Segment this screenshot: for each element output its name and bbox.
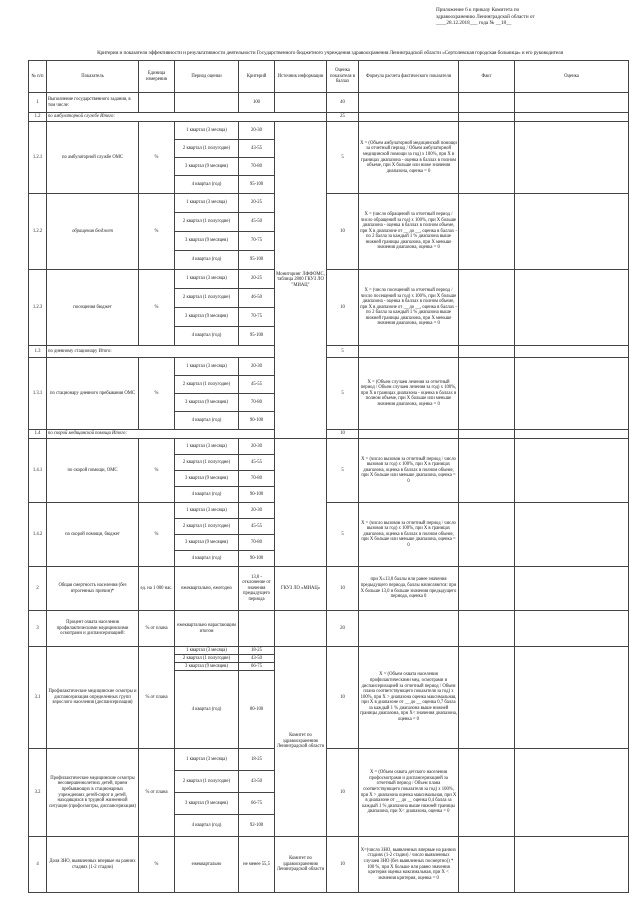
criterion: 70-80 bbox=[239, 471, 275, 487]
row-number: 1.2.2 bbox=[29, 194, 47, 270]
period: 3 квартал (9 месяцев) bbox=[175, 232, 239, 251]
criterion: 18-25 bbox=[239, 647, 275, 655]
cell bbox=[515, 113, 629, 122]
score: 40 bbox=[327, 93, 359, 113]
formula: Х = (Объем охвата детского населения профосмотрами и диспансеризацией за отчетный период / Объем плана соответствующего показателя за год) х 100%, при Х > диапазона оценка максимальная, при Х в диапазоне от __ до __ оценка 0,4 балла за каждый 1 % диапазона выше нижней границы диапазона, при Х< диапазона, оценка = 0 bbox=[359, 749, 459, 837]
period: 4 квартал (год) bbox=[175, 815, 239, 837]
column-header: Период оценки bbox=[175, 61, 239, 93]
period: 1 квартал (3 месяца) bbox=[175, 647, 239, 655]
cell bbox=[515, 93, 629, 113]
unit: % от плана bbox=[139, 647, 175, 749]
fact-cell bbox=[459, 358, 515, 430]
column-header: Факт bbox=[459, 61, 515, 93]
indicator-name: по амбулаторной службе Итого: bbox=[47, 113, 327, 122]
score: 10 bbox=[327, 567, 359, 611]
period: 1 квартал (3 месяца) bbox=[175, 194, 239, 213]
period: ежеквартально, ежегодно bbox=[175, 567, 239, 611]
row-number: 1 bbox=[29, 93, 47, 113]
indicator-name: Профилактические медицинские осмотры несовершеннолетних детей, прием пребывающих в стационарных учреждениях детей-сирот и детей, находящихся в трудной жизненной ситуации (профосмотры, диспансеризация) bbox=[47, 749, 139, 837]
unit: % bbox=[139, 503, 175, 567]
criterion: 46-50 bbox=[239, 289, 275, 308]
column-header: Источник информации bbox=[275, 61, 327, 93]
period: 3 квартал (9 месяцев) bbox=[175, 394, 239, 412]
fact-cell bbox=[459, 647, 515, 749]
row-number: 1.3 bbox=[29, 346, 47, 358]
fact-cell bbox=[459, 122, 515, 194]
period: 1 квартал (3 месяца) bbox=[175, 439, 239, 455]
column-header: Оценка bbox=[515, 61, 629, 93]
cell bbox=[459, 430, 515, 439]
unit: % bbox=[139, 837, 175, 893]
header-line: Приложение 6 к приказу Комитета по bbox=[436, 7, 520, 13]
score: 5 bbox=[327, 439, 359, 503]
table-row bbox=[29, 113, 629, 122]
criterion: 43-50 bbox=[239, 771, 275, 793]
row-number: 3.2 bbox=[29, 749, 47, 837]
document-title: Критерии и показатели эффективности и результативности деятельности Государственного бюджетного учреждения здравоохранения Ленинградской области «Сертолевская городская больница» и его руководителя bbox=[97, 50, 563, 56]
score: 10 bbox=[327, 749, 359, 837]
period: 2 квартал (1 полугодие) bbox=[175, 376, 239, 394]
criteria-table bbox=[28, 60, 629, 893]
period: 4 квартал (год) bbox=[175, 251, 239, 270]
table-row bbox=[29, 430, 629, 439]
period: 1 квартал (3 месяца) bbox=[175, 749, 239, 771]
formula: при Х≤13,0 баллы или ранее значения предыдущего периода, баллы начисляются: при Х больше 13,0 и больше значения предыдущего периода, оценка 0 bbox=[359, 567, 459, 611]
table-row bbox=[29, 567, 629, 611]
unit: % от плана bbox=[139, 611, 175, 647]
column-header: Оценка показателя в баллах bbox=[327, 61, 359, 93]
cell bbox=[459, 113, 515, 122]
unit: % bbox=[139, 439, 175, 503]
criterion: 90-100 bbox=[239, 551, 275, 567]
table-row bbox=[29, 837, 629, 893]
formula: Х = (Объем случаев лечения за отчетный период / Объем случаев лечения за год) х 100%, при Х в границах диапазона - оценка в баллах в полном объеме, при Х больше или меньше значения диапазона, оценка = 0 bbox=[359, 358, 459, 430]
unit: % от плана bbox=[139, 749, 175, 837]
criterion: 20-30 bbox=[239, 122, 275, 140]
cell bbox=[359, 346, 459, 358]
indicator-name: по амбулаторной службе ОМС bbox=[47, 122, 139, 194]
unit: ед. на 1 000 нас. bbox=[139, 567, 175, 611]
criterion: 70-80 bbox=[239, 158, 275, 176]
unit: % bbox=[139, 358, 175, 430]
evaluation-cell bbox=[515, 503, 629, 567]
source: Мониторинг ЛФФОМС, таблица 2800 ГКУЗ ЛО "МИАЦ" bbox=[275, 122, 327, 439]
formula: Х = (число вызовов за отчетный период / число вызовов за год) х 100%, при Х в границах диапазона, оценка в баллах в полном объеме, при Х больше или меньше диапазона, оценка = 0 bbox=[359, 439, 459, 503]
period: 1 квартал (3 месяца) bbox=[175, 270, 239, 289]
formula: Х = (число вызовов за отчетный период / число вызовов за год) х 100%, при Х в границах диапазона, оценка в баллах в полном объеме, при Х больше или меньше диапазона, оценка = 0 bbox=[359, 503, 459, 567]
criterion: 20-30 bbox=[239, 439, 275, 455]
indicator-name: Профилактические медицинские осмотры и диспансеризация определенных групп взрослого населения (диспансеризация) bbox=[47, 647, 139, 749]
criterion: 45-55 bbox=[239, 455, 275, 471]
score: 10 bbox=[327, 647, 359, 749]
score: 5 bbox=[327, 346, 359, 358]
criterion: 18-25 bbox=[239, 749, 275, 771]
period: 2 квартал (1 полугодие) bbox=[175, 771, 239, 793]
unit: % bbox=[139, 122, 175, 194]
period: 3 квартал (9 месяцев) bbox=[175, 793, 239, 815]
cell bbox=[359, 611, 459, 647]
period: 4 квартал (год) bbox=[175, 551, 239, 567]
formula: Х=(число ЗНО, выявленных впервые на ранних стадиях (1-2 стадии) / число выявленных случаев ЗНО (без выявленных посмертно)) * 100 %, при Х больше или равно значения критерия оценка максимальная, при Х < значения критерия, оценка = 0 bbox=[359, 837, 459, 893]
score: 10 bbox=[327, 270, 359, 346]
period: 2 квартал (1 полугодие) bbox=[175, 455, 239, 471]
row-number: 2 bbox=[29, 567, 47, 611]
cell bbox=[359, 113, 459, 122]
evaluation-cell bbox=[515, 837, 629, 893]
period: 4 квартал (год) bbox=[175, 327, 239, 346]
indicator-name: посещения бюджет bbox=[47, 270, 139, 346]
indicator-name: обращения бюджет bbox=[47, 194, 139, 270]
criterion: 45-55 bbox=[239, 376, 275, 394]
period: 4 квартал (год) bbox=[175, 412, 239, 430]
fact-cell bbox=[459, 837, 515, 893]
criterion: 43-55 bbox=[239, 140, 275, 158]
column-header: Критерий bbox=[239, 61, 275, 93]
table-row bbox=[29, 647, 629, 655]
column-header: Показатель bbox=[47, 61, 139, 93]
unit: % bbox=[139, 270, 175, 346]
row-number: 1.3.1 bbox=[29, 358, 47, 430]
score: 5 bbox=[327, 358, 359, 430]
unit: % bbox=[139, 194, 175, 270]
criterion: 66-75 bbox=[239, 793, 275, 815]
table-row bbox=[29, 611, 629, 647]
criterion: 45-50 bbox=[239, 213, 275, 232]
period: ежеквартально bbox=[175, 837, 239, 893]
score: 5 bbox=[327, 122, 359, 194]
approval-header bbox=[436, 7, 606, 27]
source: ГКУЗ ЛО «МИАЦ» bbox=[275, 567, 327, 611]
header-line: ____28.12.2018___ года № __18__ bbox=[436, 20, 512, 27]
table-row bbox=[29, 439, 629, 455]
row-number: 1.2 bbox=[29, 113, 47, 122]
period: 3 квартал (9 месяцев) bbox=[175, 308, 239, 327]
criterion: 70-80 bbox=[239, 535, 275, 551]
row-number: 1.4 bbox=[29, 430, 47, 439]
evaluation-cell bbox=[515, 439, 629, 503]
source: Комитет по здравоохранению Ленинградской области bbox=[275, 837, 327, 893]
period: 2 квартал (1 полугодие) bbox=[175, 289, 239, 308]
criterion: 70-75 bbox=[239, 232, 275, 251]
period: 1 квартал (3 месяца) bbox=[175, 122, 239, 140]
criterion: 20-25 bbox=[239, 270, 275, 289]
score: 20 bbox=[327, 611, 359, 647]
criterion: 95-100 bbox=[239, 251, 275, 270]
period: 3 квартал (9 месяцев) bbox=[175, 535, 239, 551]
period: 3 квартал (9 месяцев) bbox=[175, 471, 239, 487]
period: 4 квартал (год) bbox=[175, 176, 239, 194]
period: 4 квартал (год) bbox=[175, 671, 239, 749]
row-number: 1.2.1 bbox=[29, 122, 47, 194]
row-number: 1.4.1 bbox=[29, 439, 47, 503]
table-row bbox=[29, 93, 629, 113]
column-header: № п/п bbox=[29, 61, 47, 93]
criterion: 95-100 bbox=[239, 176, 275, 194]
indicator-name: Доля ЗНО, выявленных впервые на ранних стадиях (1-2 стадии) bbox=[47, 837, 139, 893]
period: 3 квартал (9 месяцев) bbox=[175, 663, 239, 671]
cell bbox=[275, 439, 327, 567]
criterion: 80-100 bbox=[239, 671, 275, 749]
row-number: 3.1 bbox=[29, 647, 47, 749]
indicator-name: по дневному стационару Итого: bbox=[47, 346, 275, 358]
fact-cell bbox=[459, 270, 515, 346]
evaluation-cell bbox=[515, 749, 629, 837]
cell bbox=[275, 611, 327, 647]
indicator-name: Общая смертность населения (без ятрогенных причин)* bbox=[47, 567, 139, 611]
criterion: 20-30 bbox=[239, 503, 275, 519]
formula: Х = (число посещений за отчетный период / число посещений за год) х 100%, при Х больше диапазона - оценка в баллах в полном объеме, при Х в диапазоне от __ до __, оценка в баллах - по 2 балла за каждый 1 % диапазона выше нижней границы диапазона, при Х меньше значения диапазона, оценка = 0 bbox=[359, 270, 459, 346]
table-row bbox=[29, 503, 629, 519]
fact-cell bbox=[459, 194, 515, 270]
formula: Х = (число обращений за отчетный период / число обращений за год) х 100%, при Х больше диапазона - оценка в баллах в полном объеме, при Х в диапазоне от __ до __, оценка в баллах - по 2 балла за каждый 1 % диапазона выше нижней границы диапазона, при Х меньше значения диапазона, оценка = 0 bbox=[359, 194, 459, 270]
column-header: Единица измерения bbox=[139, 61, 175, 93]
cell bbox=[515, 611, 629, 647]
period: 2 квартал (1 полугодие) bbox=[175, 519, 239, 535]
cell bbox=[459, 611, 515, 647]
cell bbox=[239, 611, 275, 647]
period: 4 квартал (год) bbox=[175, 487, 239, 503]
criterion: 92-100 bbox=[239, 815, 275, 837]
period: 2 квартал (1 полугодие) bbox=[175, 213, 239, 232]
period: 2 квартал (1 полугодие) bbox=[175, 655, 239, 663]
table-row bbox=[29, 270, 629, 289]
criterion: 100 bbox=[239, 93, 275, 113]
evaluation-cell bbox=[515, 358, 629, 430]
criterion: 20-25 bbox=[239, 194, 275, 213]
indicator-name: по скорой помощи, бюджет bbox=[47, 503, 139, 567]
row-number: 3 bbox=[29, 611, 47, 647]
formula: Х = (Объем амбулаторной медицинской помощи за отчетный период / Объем амбулаторной медицинской помощи за год) х 100%, при Х в границах диапазона - оценка в баллах в полном объеме, при Х больше или ниже значения диапазона, оценка = 0 bbox=[359, 122, 459, 194]
table-header-row bbox=[29, 61, 629, 93]
indicator-name: Процент охвата населения профилактическими медицинскими осмотрами и диспансеризацией: bbox=[47, 611, 139, 647]
evaluation-cell bbox=[515, 647, 629, 749]
score: 10 bbox=[327, 430, 359, 439]
row-number: 4 bbox=[29, 837, 47, 893]
cell bbox=[359, 93, 459, 113]
table-row bbox=[29, 194, 629, 213]
table-row bbox=[29, 346, 629, 358]
evaluation-cell bbox=[515, 122, 629, 194]
source: Комитет по здравоохранению Ленинградской области bbox=[275, 647, 327, 837]
criterion: 45-55 bbox=[239, 519, 275, 535]
criterion: 13,0 - отклонение от значения предыдущего периода bbox=[239, 567, 275, 611]
table-row bbox=[29, 122, 629, 140]
cell bbox=[459, 346, 515, 358]
period: 1 квартал (3 месяца) bbox=[175, 503, 239, 519]
column-header: Формула расчета фактического показателя bbox=[359, 61, 459, 93]
criterion: не менее 55,5 bbox=[239, 837, 275, 893]
criterion: 70-75 bbox=[239, 308, 275, 327]
score: 10 bbox=[327, 837, 359, 893]
fact-cell bbox=[459, 749, 515, 837]
indicator-name: Выполнение государственного задания, в том числе: bbox=[47, 93, 139, 113]
period: ежеквартально нарастающим итогом bbox=[175, 611, 239, 647]
cell bbox=[359, 430, 459, 439]
row-number: 1.4.2 bbox=[29, 503, 47, 567]
cell bbox=[175, 93, 239, 113]
criterion: 70-80 bbox=[239, 394, 275, 412]
cell bbox=[515, 430, 629, 439]
score: 25 bbox=[327, 113, 359, 122]
indicator-name: по скорой помощи, ОМС bbox=[47, 439, 139, 503]
evaluation-cell bbox=[515, 567, 629, 611]
period: 3 квартал (9 месяцев) bbox=[175, 158, 239, 176]
indicator-name: по скорой медицинской помощи Итого: bbox=[47, 430, 327, 439]
table-row bbox=[29, 749, 629, 771]
period: 1 квартал (3 месяца) bbox=[175, 358, 239, 376]
score: 10 bbox=[327, 194, 359, 270]
cell bbox=[515, 346, 629, 358]
evaluation-cell bbox=[515, 194, 629, 270]
cell bbox=[459, 93, 515, 113]
fact-cell bbox=[459, 567, 515, 611]
criterion: 95-100 bbox=[239, 327, 275, 346]
table-row bbox=[29, 358, 629, 376]
row-number: 1.2.3 bbox=[29, 270, 47, 346]
score: 5 bbox=[327, 503, 359, 567]
criterion: 43-50 bbox=[239, 655, 275, 663]
formula: Х = (Объем охвата населения профилактическими мед. осмотрами и диспансеризацией за отчетный период / Объем плана соответствующего показателя за год) х 100%, при Х > диапазона оценка максимальная, при Х в диапазоне от __ до __ оценка 0,7 балла за каждый 1 % диапазона выше нижней границы диапазона, при Х< значения диапазона, оценка = 0 bbox=[359, 647, 459, 749]
header-line: здравоохранению Ленинградской области от bbox=[436, 13, 535, 20]
cell bbox=[275, 93, 327, 113]
fact-cell bbox=[459, 439, 515, 503]
cell bbox=[139, 93, 175, 113]
criterion: 90-100 bbox=[239, 412, 275, 430]
evaluation-cell bbox=[515, 270, 629, 346]
indicator-name: по стационару дневного пребывания ОМС bbox=[47, 358, 139, 430]
criterion: 90-100 bbox=[239, 487, 275, 503]
criterion: 66-75 bbox=[239, 663, 275, 671]
fact-cell bbox=[459, 503, 515, 567]
criterion: 20-30 bbox=[239, 358, 275, 376]
period: 2 квартал (1 полугодие) bbox=[175, 140, 239, 158]
